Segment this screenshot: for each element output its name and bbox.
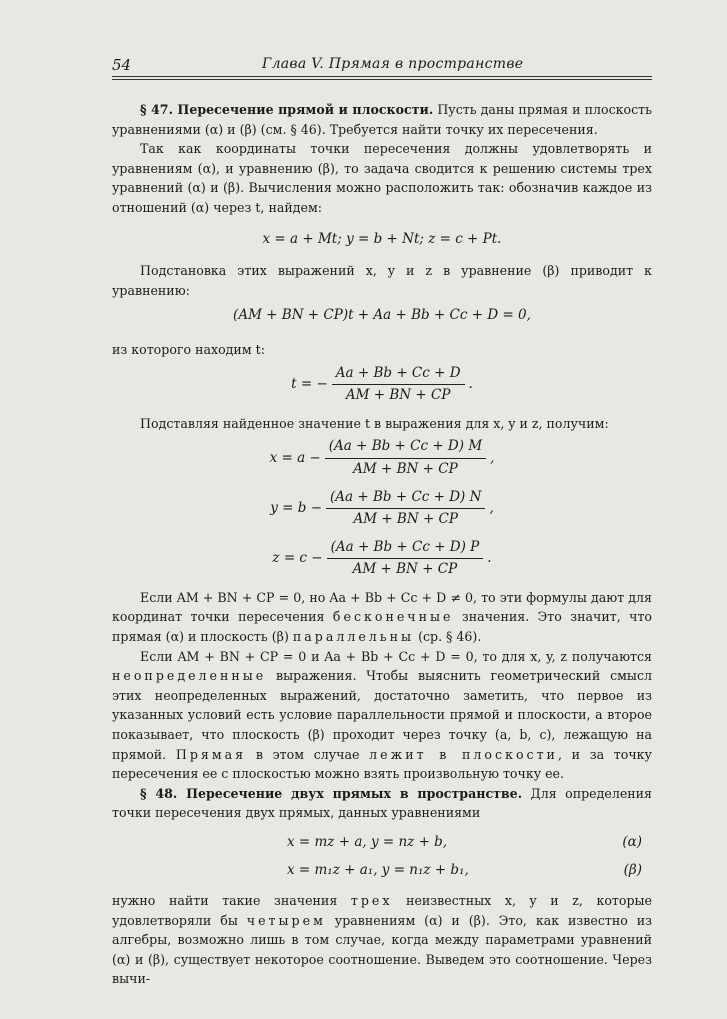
- running-header: [112, 56, 652, 78]
- paragraph-parallel-case: Если AM + BN + CP = 0, но Aa + Bb + Cc + D ≠ 0, то эти формулы дают для координат точки пересечения бесконечные значения. Это значит, что прямая (α) и плоскость (β) параллельны (ср. § 46).: [112, 589, 652, 645]
- formula-y: y = b − $\frac{(Aa + Bb + Cc + D) N}{AM + BN + CP}$ ,: [112, 488, 652, 530]
- paragraph: нужно найти такие значения трех неизвестных x, y и z, которые удовлетворяли бы четырем уравнениям (α) и (β). Это, как известно из алгебры, возможно лишь в том случае, когда между параметрами уравнений (α) и (β), существует некоторое соотношение. Выведем это соотношение. Через вычи-: [112, 893, 652, 987]
- section-47-intro: § 47. Пересечение прямой и плоскости. Пусть даны прямая и плоскость уравнениями (α) и (β) (см. § 46). Требуется найти точку их пересечения.: [112, 102, 652, 137]
- equation-label: (β): [623, 862, 642, 878]
- paragraph: из которого находим t:: [112, 341, 265, 357]
- section-48-intro: § 48. Пересечение двух прямых в пространстве. Для определения точки пересечения двух прямых, данных уравнениями: [112, 785, 653, 821]
- formula-t: t = − $\frac{Aa + Bb + Cc + D}{AM + BN + CP}$ .: [112, 364, 652, 406]
- paragraph: Подставляя найденное значение t в выражения для x, y и z, получим:: [140, 415, 609, 431]
- equation-label: (α): [622, 834, 642, 850]
- paragraph: Подстановка этих выражений x, y и z в уравнение (β) приводит к уравнению:: [112, 263, 652, 298]
- chapter-title: Глава V. Прямая в пространстве: [262, 56, 524, 72]
- formula-parametric: x = a + Mt; y = b + Nt; z = c + Pt.: [262, 230, 502, 247]
- section-48-heading: § 48. Пересечение двух прямых в пространстве.: [140, 785, 523, 801]
- equation-line-beta: x = m₁z + a₁, y = n₁z + b₁, (β): [112, 859, 652, 883]
- section-47-heading: § 47. Пересечение прямой и плоскости.: [140, 102, 434, 117]
- fraction: $\frac{(Aa + Bb + Cc + D) N}{AM + BN + CP}$: [326, 488, 485, 530]
- paragraph-lying-case: Если AM + BN + CP = 0 и Aa + Bb + Cc + D = 0, то для x, y, z получаются неопределенные выражения. Чтобы выяснить геометрический смысл этих неопределенных выражений, достаточно заметить, что первое из указанных условий есть условие параллельности прямой и плоскости, а второе показывает, что плоскость (β) проходит через точку (a, b, c), лежащую на прямой. Прямая в этом случае лежит в плоскости, и за точку пересечения ее с плоскостью можно взять произвольную точку ее.: [112, 648, 652, 782]
- header-rule-second: [112, 79, 652, 80]
- header-rule: [112, 76, 652, 77]
- fraction: $\frac{(Aa + Bb + Cc + D) P}{AM + BN + CP}$: [327, 538, 484, 580]
- formula-substitution: (AM + BN + CP)t + Aa + Bb + Cc + D = 0,: [233, 307, 531, 324]
- equation-line-alpha: x = mz + a, y = nz + b, (α): [112, 831, 652, 855]
- page-number: 54: [112, 56, 132, 74]
- paragraph: Так как координаты точки пересечения должны удовлетворять и уравнениям (α), и уравнению (β), то задача сводится к решению системы трех уравнений (α) и (β). Вычисления можно расположить так: обозначив каждое из отношений (α) через t, найдем:: [112, 141, 652, 215]
- fraction: $\frac{(Aa + Bb + Cc + D) M}{AM + BN + CP}$: [325, 437, 486, 479]
- formula-x: x = a − $\frac{(Aa + Bb + Cc + D) M}{AM + BN + CP}$ ,: [112, 437, 652, 479]
- page-body: [112, 100, 652, 989]
- formula-z: z = c − $\frac{(Aa + Bb + Cc + D) P}{AM + BN + CP}$ .: [112, 538, 652, 580]
- fraction: $\frac{Aa + Bb + Cc + D}{AM + BN + CP}$: [332, 364, 465, 406]
